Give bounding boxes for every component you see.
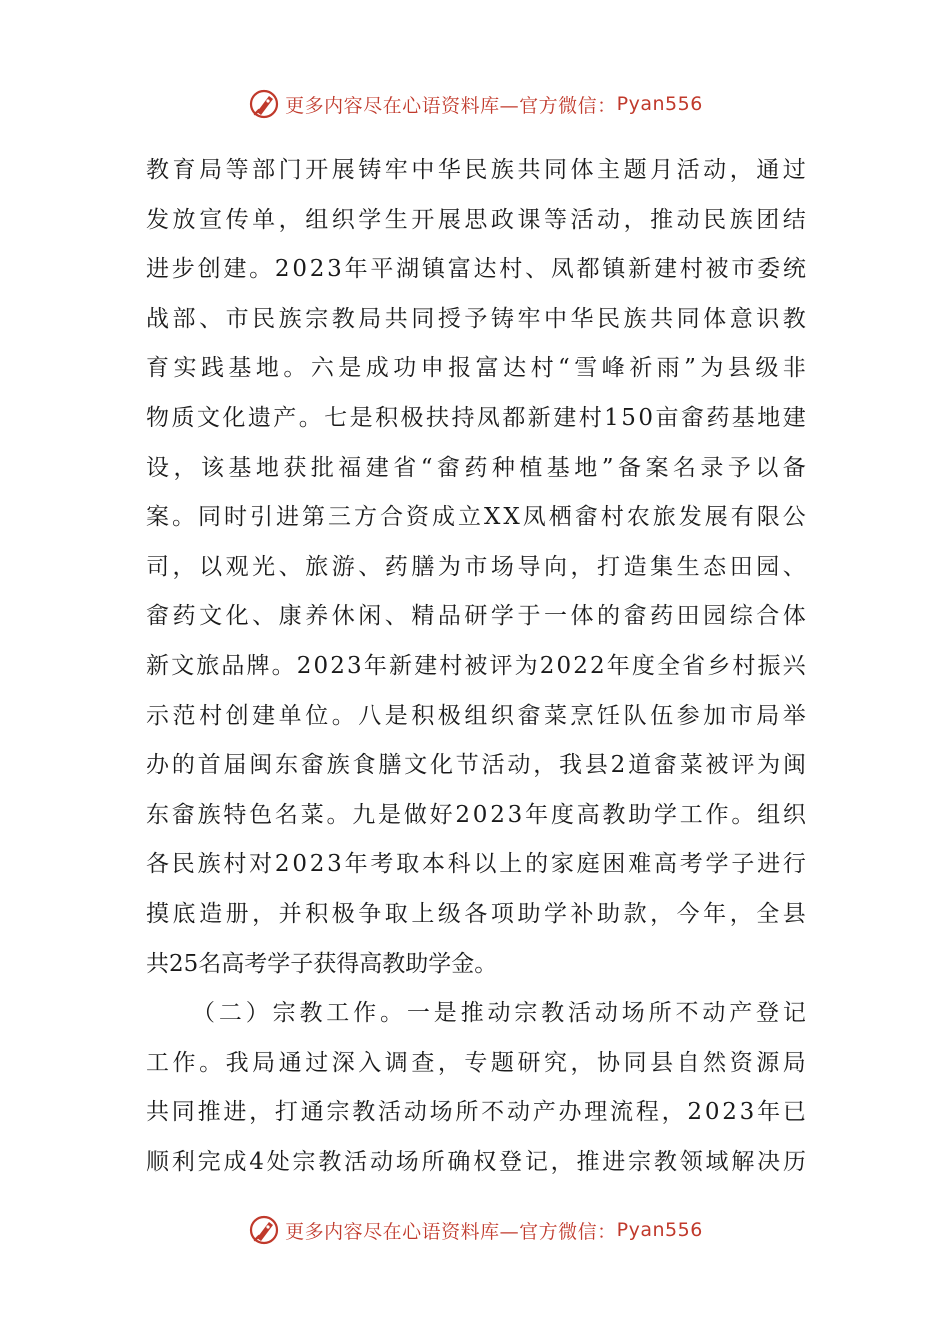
- text-line: 示 范 村 创 建 单 位 。 八 是 积 极 组 织 畲 菜 烹 饪 队 伍 参 加 市 局 举: [146, 702, 806, 729]
- watermark-wechat-id: Pyan556: [616, 1219, 703, 1241]
- text-line: 畲 药 文 化 、 康 养 休 闲 、 精 品 研 学 于 一 体 的 畲 药 田 园 综 合 体: [146, 603, 806, 630]
- text-line: 发 放 宣 传 单 ， 组 织 学 生 开 展 思 政 课 等 活 动 ， 推 动 民 族 团 结: [146, 206, 806, 233]
- text-line: 物 质 文 化 遗 产 。 七 是 积 极 扶 持 凤 都 新 建 村 1 5 0 亩 畲 药 基 地 建: [146, 404, 806, 431]
- pen-nib-circle-icon: [247, 1213, 281, 1247]
- document-body: [146, 146, 806, 1187]
- text-line: 办 的 首 届 闽 东 畲 族 食 膳 文 化 节 活 动 ， 我 县 2 道 畲 菜 被 评 为 闽: [146, 752, 806, 779]
- pen-nib-circle-icon: [247, 87, 281, 121]
- watermark-text: 更多内容尽在心语资料库—官方微信：: [285, 94, 617, 117]
- text-line: 新 文 旅 品 牌 。 2 0 2 3 年 新 建 村 被 评 为 2 0 2 2 年 度 全 省 乡 村 振 兴: [146, 652, 806, 679]
- footer-watermark: [0, 1210, 950, 1250]
- text-line: 设 ， 该 基 地 获 批 福 建 省 “ 畲 药 种 植 基 地 ” 备 案 名 录 予 以 备: [146, 454, 806, 481]
- watermark-wechat-id: Pyan556: [616, 93, 703, 115]
- text-line: 共25名高考学子获得高教助学金。: [146, 950, 498, 977]
- text-line: 司 ， 以 观 光 、 旅 游 、 药 膳 为 市 场 导 向 ， 打 造 集 生 态 田 园 、: [146, 553, 806, 580]
- text-line: 摸 底 造 册 ， 并 积 极 争 取 上 级 各 项 助 学 补 助 款 ， 今 年 ， 全 县: [146, 900, 806, 927]
- text-line: 战 部 、 市 民 族 宗 教 局 共 同 授 予 铸 牢 中 华 民 族 共 同 体 意 识 教: [146, 305, 806, 332]
- text-line: 各 民 族 村 对 2 0 2 3 年 考 取 本 科 以 上 的 家 庭 困 难 高 考 学 子 进 行: [146, 851, 806, 878]
- text-line: 进 步 创 建 。 2 0 2 3 年 平 湖 镇 富 达 村 、 凤 都 镇 新 建 村 被 市 委 统: [146, 256, 806, 283]
- text-line: 育 实 践 基 地 。 六 是 成 功 申 报 富 达 村 “ 雪 峰 祈 雨 ” 为 县 级 非: [146, 355, 806, 382]
- text-line: 东 畲 族 特 色 名 菜 。 九 是 做 好 2 0 2 3 年 度 高 教 助 学 工 作 。 组 织: [146, 801, 806, 828]
- text-line: 案 。 同 时 引 进 第 三 方 合 资 成 立 X X 凤 栖 畲 村 农 旅 发 展 有 限 公: [146, 504, 806, 531]
- text-line: 顺 利 完 成 4 处 宗 教 活 动 场 所 确 权 登 记 ， 推 进 宗 教 领 域 解 决 历: [146, 1148, 806, 1175]
- text-line: 工 作 。 我 局 通 过 深 入 调 查 ， 专 题 研 究 ， 协 同 县 自 然 资 源 局: [146, 1049, 806, 1076]
- watermark-text: 更多内容尽在心语资料库—官方微信：: [285, 1220, 617, 1243]
- header-watermark: [0, 84, 950, 124]
- text-line: 共 同 推 进 ， 打 通 宗 教 活 动 场 所 不 动 产 办 理 流 程 ， 2 0 2 3 年 已: [146, 1099, 806, 1126]
- section-heading-line: （ 二 ） 宗 教 工 作 。 一 是 推 动 宗 教 活 动 场 所 不 动 产 登 记: [192, 1000, 806, 1027]
- text-line: 教 育 局 等 部 门 开 展 铸 牢 中 华 民 族 共 同 体 主 题 月 活 动 ， 通 过: [146, 157, 806, 183]
